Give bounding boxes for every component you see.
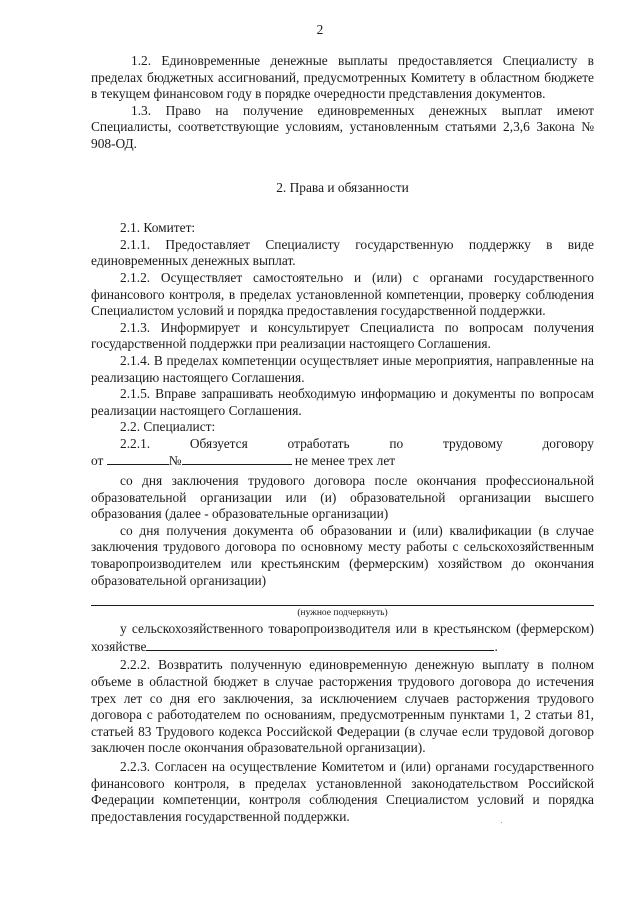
label-number-sign: № — [168, 453, 182, 469]
clause-2-1: 2.1. Комитет: — [120, 220, 196, 236]
underline-note: (нужное подчеркнуть) — [297, 608, 388, 619]
clause-1-3: 1.3. Право на получение единовременных денежных выплат имеют Специалисты, соответствующие условиям, установленным статьями 2,3,6 Закона № 908-ОД. — [91, 102, 594, 151]
clause-2-2-1-line — [91, 436, 594, 453]
clause-2-1-5: 2.1.5. Вправе запрашивать необходимую информацию и документы по вопросам реализации настоящего Соглашения. — [91, 386, 594, 418]
clause-2-1-2: 2.1.2. Осуществляет самостоятельно и (или) с органами государственного финансового контроля, в пределах установленной компетенции, проверку соблюдения Специалистом условий и порядка предоставления государственной поддержки. — [91, 269, 594, 319]
employer-blank[interactable] — [146, 638, 494, 651]
employer-end: . — [494, 638, 498, 654]
employer-text: у сельскохозяйственного товаропроизводителя или в крестьянском (фермерском) хозяйстве — [91, 621, 594, 654]
option-after-document: со дня получения документа об образовании и (или) квалификации (в случае заключения трудового договора по основному месту работы с сельскохозяйственным товаропроизводителем или крестьянским (фермерским) хозяйством до окончания образовательной организации) — [91, 522, 594, 588]
clause-2-1-1: 2.1.1. Предоставляет Специалисту государственную поддержку в виде единовременных денежных выплат. — [91, 236, 594, 269]
page-number: 2 — [316, 22, 324, 37]
clause-2-2-1-word: 2.2.1. — [120, 435, 151, 451]
clause-2-2-3: 2.2.3. Согласен на осуществление Комитетом и (или) органами государственного финансового контроля, в пределах установленной законодательством Российской Федерации компетенции, контроля соблюдения Специалистом условий и порядка предоставления государственной поддержки. — [91, 758, 594, 824]
option-after-graduation: со дня заключения трудового договора после окончания профессиональной образовательной организации или (и) образовательной организации высшего образования (далее - образовательные организации) — [91, 473, 594, 522]
contract-date-number-line — [91, 452, 594, 470]
clause-2-2-1-word: Обязуется — [189, 435, 248, 451]
clause-2-2-1-word: договору — [542, 435, 594, 451]
employer-line — [91, 621, 594, 655]
section-2-title: 2. Права и обязанности — [276, 179, 409, 195]
term-text: не менее трех лет — [294, 453, 396, 469]
contract-date-blank[interactable] — [107, 452, 169, 465]
clause-2-1-3: 2.1.3. Информирует и консультирует Специалиста по вопросам получения государственной поддержки при реализации настоящего Соглашения. — [91, 319, 594, 352]
clause-2-1-4: 2.1.4. В пределах компетенции осуществляет иные мероприятия, направленные на реализацию настоящего Соглашения. — [91, 352, 594, 385]
label-ot: от — [91, 453, 104, 469]
clause-2-2-1-word: по — [389, 435, 404, 451]
contract-number-blank[interactable] — [182, 452, 292, 465]
clause-2-2: 2.2. Специалист: — [120, 419, 216, 435]
scan-speck — [501, 822, 502, 823]
clause-2-2-2: 2.2.2. Возвратить полученную единовременную денежную выплату в полном объеме в областной бюджет в случае расторжения трудового договора до истечения трех лет со дня его заключения, за исключением случаев расторжения трудового договора с работодателем по основаниям, предусмотренным пунктами 1, 2 статьи 81, статьей 83 Трудового кодекса Российской Федерации (в случае если трудовой договор заключен после окончания образовательной организации). — [91, 657, 594, 756]
underline-choice-line — [91, 605, 594, 606]
clause-1-2: 1.2. Единовременные денежные выплаты предоставляется Специалисту в пределах бюджетных ассигнований, предусмотренных Комитету в областном бюджете в текущем финансовом году в порядке очередности представления документов. — [91, 53, 594, 102]
clause-2-2-1-word: трудовому — [443, 435, 503, 451]
document-body — [91, 53, 594, 825]
clause-2-2-1-word: отработать — [287, 435, 350, 451]
